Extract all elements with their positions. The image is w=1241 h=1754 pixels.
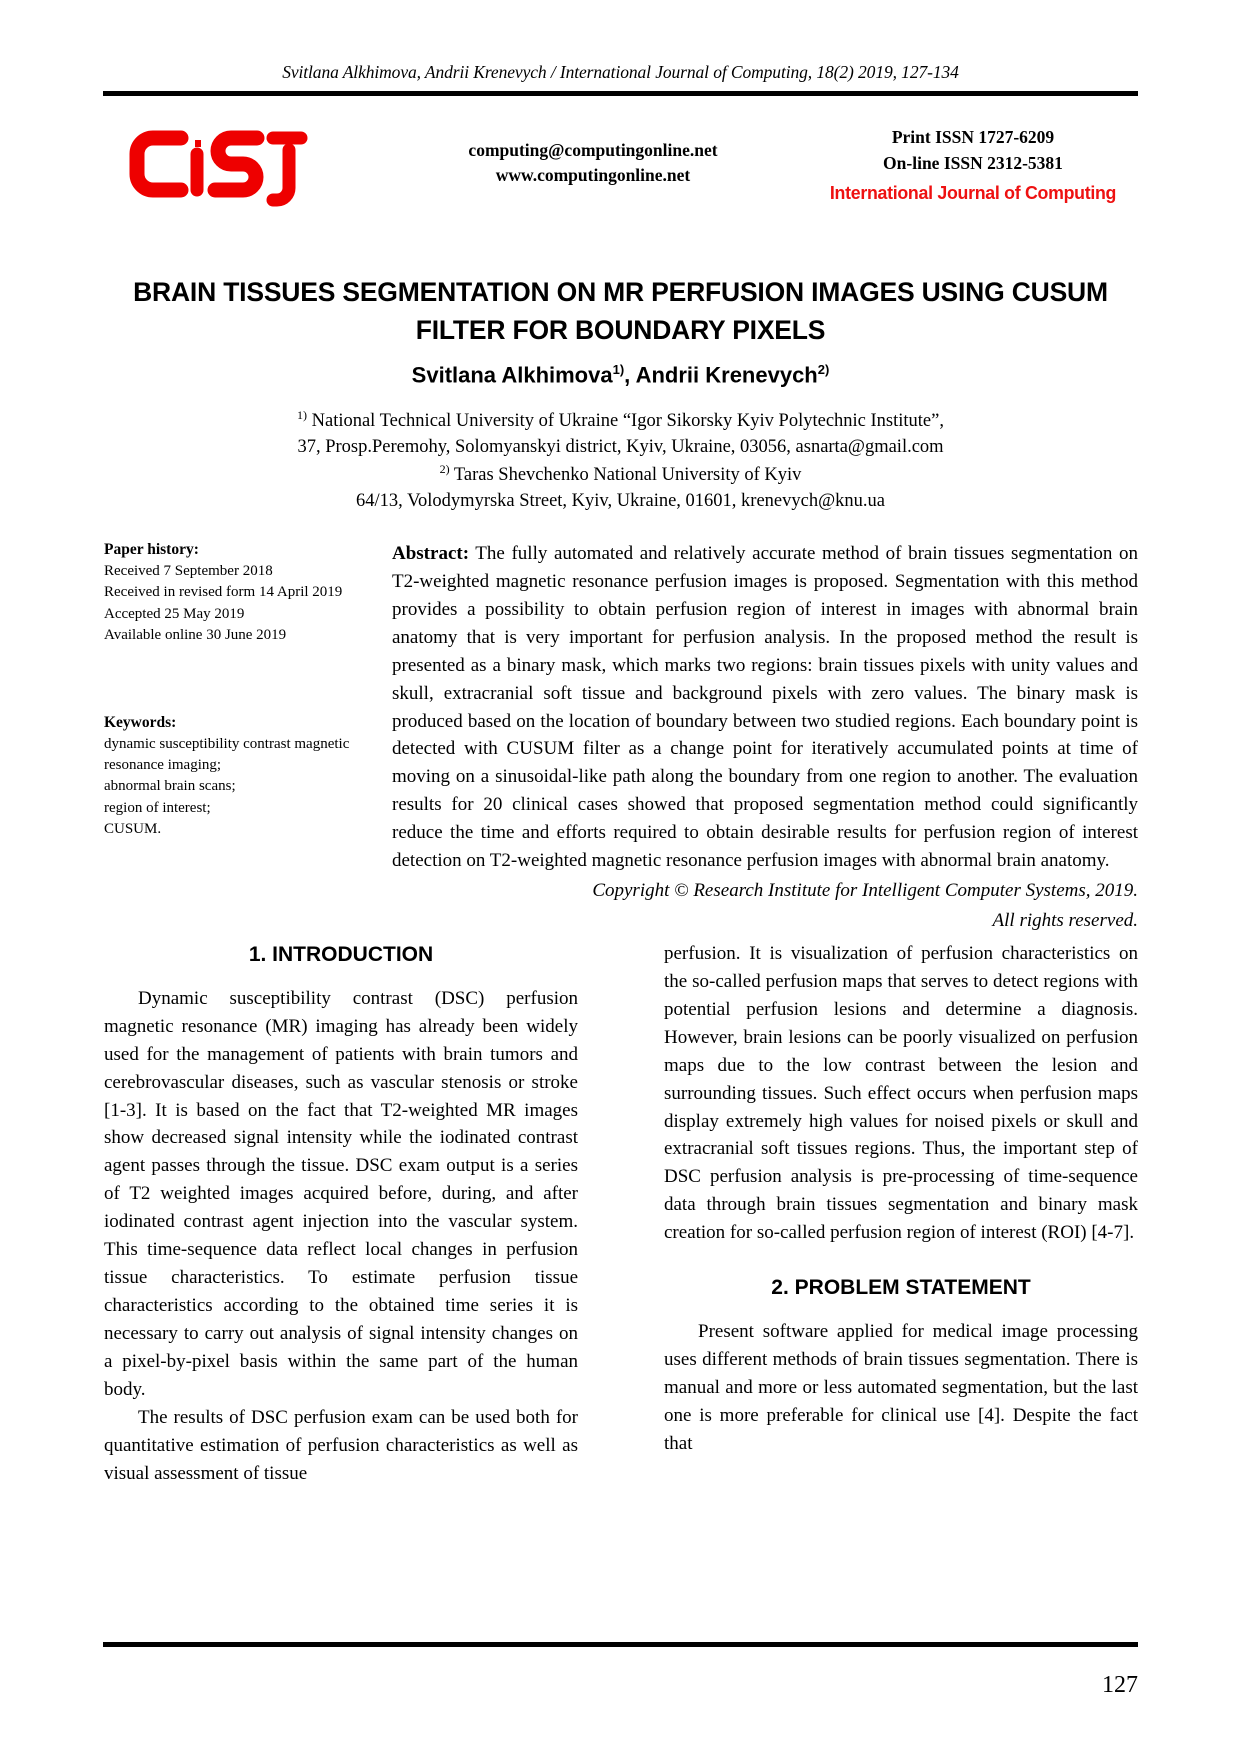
- author-1-name: Svitlana Alkhimova: [411, 362, 613, 388]
- affiliations: [113, 407, 1128, 514]
- contact-block: [383, 138, 803, 189]
- journal-name: International Journal of Computing: [829, 181, 1117, 203]
- affiliation-1-address: 37, Prosp.Peremohy, Solomyanskyi district, Kyiv, Ukraine, 03056, asnarta@gmail.com: [297, 437, 944, 458]
- masthead: [103, 112, 1138, 212]
- intro-paragraph-1: Dynamic susceptibility contrast (DSC) perfusion magnetic resonance (MR) imaging has already been widely used for the management of patients with brain tumors and cerebrovascular diseases, such as vascular stenosis or stroke [1-3]. It is based on the fact that T2-weighted MR images show decreased signal intensity while the iodinated contrast agent passes through the tissue. DSC exam output is a series of T2 weighted images acquired before, during, and after iodinated contrast agent injection into the vascular system. This time-sequence data reflect local changes in perfusion tissue characteristics. To estimate perfusion tissue characteristics according to the obtained time series it is necessary to carry out analysis of signal intensity changes on a pixel-by-pixel basis within the same part of the human body.: [104, 987, 578, 1400]
- copyright-line-1: Copyright © Research Institute for Intelligent Computer Systems, 2019.: [592, 880, 1138, 902]
- intro-paragraph-continued: perfusion. It is visualization of perfusion characteristics on the so-called perfusion maps that serves to detect regions with potential perfusion lesions and determine a diagnosis. However, brain lesions can be poorly visualized on perfusion maps due to the low contrast between the lesion and surrounding tissues. Such effect occurs when perfusion maps display extremely high values for noised pixels or skull and extracranial soft tissues regions. Thus, the important step of DSC perfusion analysis is pre-processing of time-sequence data through brain tissues segmentation and binary mask creation for so-called perfusion region of interest (ROI) [4-7].: [664, 943, 1138, 1244]
- author-separator: ,: [624, 362, 636, 388]
- print-issn: Print ISSN 1727-6209: [891, 127, 1055, 147]
- paper-history-received: Received 7 September 2018: [104, 562, 273, 579]
- abstract-label: Abstract:: [392, 543, 470, 564]
- author-line: [113, 362, 1128, 388]
- author-2-affil-marker: 2): [817, 362, 830, 377]
- paper-history-accepted: Accepted 25 May 2019: [104, 605, 245, 622]
- contact-website: www.computingonline.net: [495, 165, 691, 186]
- cisj-logo: [123, 120, 323, 208]
- section-heading-introduction: 1. INTRODUCTION: [248, 943, 434, 966]
- keyword-line-5: CUSUM.: [104, 820, 162, 837]
- keyword-line-1: dynamic susceptibility contrast magnetic: [104, 735, 350, 752]
- affiliation-2-marker: 2): [439, 461, 450, 476]
- problem-paragraph-1: Present software applied for medical image processing uses different methods of brain tissues segmentation. There is manual and more or less automated segmentation, but the last one is more preferable for clinical use [4]. Despite the fact that: [664, 1321, 1138, 1454]
- author-2-name: Andrii Krenevych: [635, 362, 818, 388]
- contact-email: computing@computingonline.net: [468, 140, 718, 160]
- keywords-block: [104, 712, 374, 840]
- keyword-line-3: abnormal brain scans;: [104, 778, 236, 795]
- keyword-line-4: region of interest;: [104, 799, 211, 816]
- body-column-right: [664, 940, 1138, 1458]
- paper-history-online: Available online 30 June 2019: [104, 626, 287, 643]
- abstract-text: The fully automated and relatively accurate method of brain tissues segmentation on T2-weighted magnetic resonance perfusion images is proposed. Segmentation with this method provides a possibility to obtain perfusion region of interest in images with abnormal brain anatomy that is very important for perfusion analysis. In the proposed method the result is presented as a binary mask, which marks two regions: brain tissues pixels with unity values and skull, extracranial soft tissue and background pixels with zero values. The binary mask is produced based on the location of boundary between two studied regions. Each boundary point is detected with CUSUM filter as a change point for iteratively accumulated points at time of moving on a sinusoidal-like path along the boundary from one region to another. The evaluation results for 20 clinical cases showed that proposed segmentation method could significantly reduce the time and efforts required to obtain desirable results for perfusion region of interest detection on T2-weighted magnetic resonance perfusion images with abnormal brain anatomy.: [392, 543, 1138, 872]
- footer-rule: [103, 1642, 1138, 1647]
- abstract-block: [392, 540, 1138, 935]
- issn-block: [808, 124, 1138, 206]
- paper-history-revised: Received in revised form 14 April 2019: [104, 584, 343, 601]
- copyright-line-2: All rights reserved.: [992, 909, 1138, 931]
- keywords-heading: Keywords:: [104, 714, 177, 731]
- affiliation-1-text: National Technical University of Ukraine “Igor Sikorsky Kyiv Polytechnic Institute”,: [307, 411, 944, 432]
- affiliation-2-address: 64/13, Volodymyrska Street, Kyiv, Ukraine, 01601, krenevych@knu.ua: [356, 491, 885, 512]
- affiliation-2: [113, 461, 1128, 488]
- header-rule: [103, 91, 1138, 96]
- online-issn: On-line ISSN 2312-5381: [883, 153, 1063, 174]
- keyword-line-2: resonance imaging;: [104, 756, 222, 773]
- affiliation-2-text: Taras Shevchenko National University of Kyiv: [449, 464, 802, 485]
- paper-history-heading: Paper history:: [104, 541, 199, 558]
- affiliation-1: [113, 407, 1128, 434]
- page-number: 127: [1102, 1672, 1138, 1698]
- author-1-affil-marker: 1): [612, 362, 625, 377]
- body-column-left: [104, 940, 578, 1487]
- affiliation-1-marker: 1): [297, 408, 307, 422]
- section-heading-problem-statement: 2. PROBLEM STATEMENT: [771, 1276, 1031, 1300]
- page-title: BRAIN TISSUES SEGMENTATION ON MR PERFUSION IMAGES USING CUSUM FILTER FOR BOUNDARY PIXELS: [133, 277, 1108, 345]
- paper-history-block: [104, 540, 387, 646]
- running-head: Svitlana Alkhimova, Andrii Krenevych / International Journal of Computing, 18(2) 2019, 127-134: [282, 62, 959, 82]
- intro-paragraph-2: The results of DSC perfusion exam can be used both for quantitative estimation of perfusion characteristics as well as visual assessment of tissue: [104, 1406, 578, 1484]
